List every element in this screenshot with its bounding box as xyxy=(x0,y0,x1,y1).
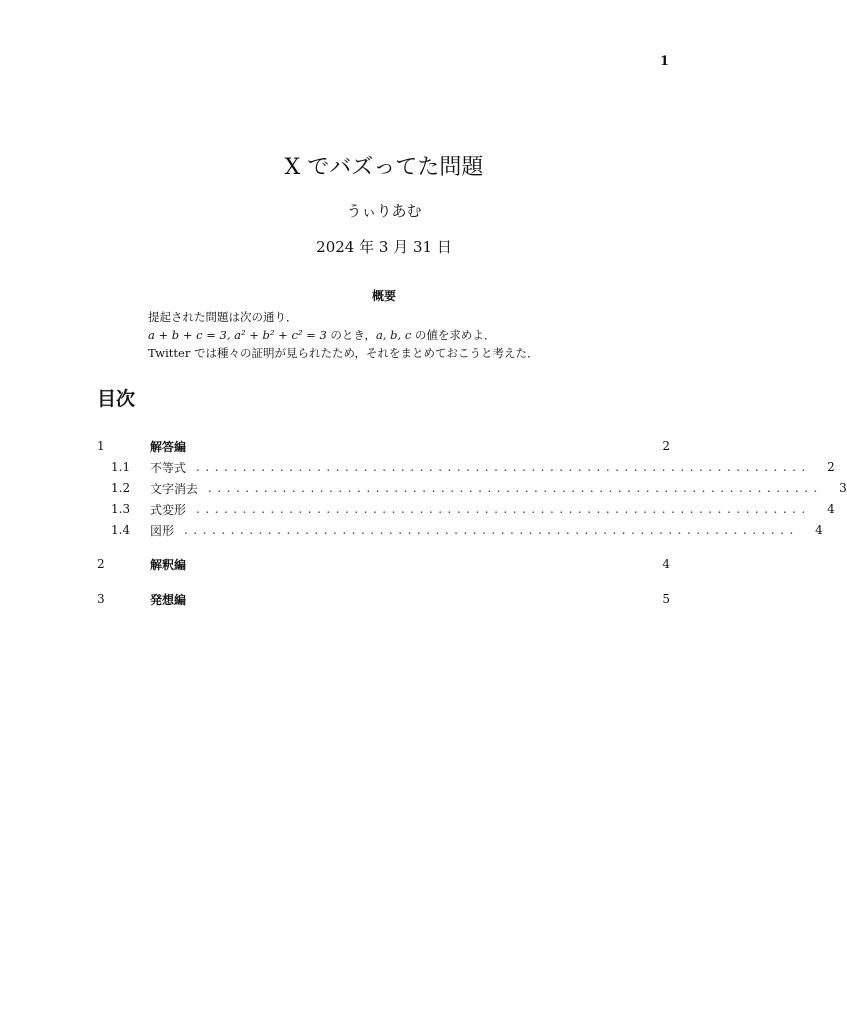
toc-entry-label[interactable]: 発想編 xyxy=(150,592,187,607)
toc-entry-number: 1.4 xyxy=(111,523,131,537)
toc-entry-label[interactable]: 不等式 xyxy=(150,460,187,475)
problem-variables: a, b, c xyxy=(375,328,412,342)
toc-entry-number: 1.1 xyxy=(111,460,131,474)
toc-entry-number: 1 xyxy=(97,439,105,453)
toc-leader-dots: .................................................................. xyxy=(208,481,823,495)
toc-leader-dots: .................................................................. xyxy=(196,460,811,474)
toc-entry-label[interactable]: 図形 xyxy=(150,523,175,538)
toc-entry-number: 3 xyxy=(97,592,105,606)
abstract-line-1: 提起された問題は次の通り． xyxy=(148,310,298,324)
abstract-line-2 xyxy=(148,326,628,344)
toc-entry-number: 1.3 xyxy=(111,502,131,516)
toc-entry-1-2[interactable] xyxy=(97,478,847,498)
abstract-heading: 概要 xyxy=(371,289,396,303)
toc-entry-label[interactable]: 文字消去 xyxy=(150,481,199,496)
toc-entry-3[interactable] xyxy=(97,589,670,609)
toc-entry-page[interactable]: 2 xyxy=(827,460,835,474)
toc-entry-1-3[interactable] xyxy=(97,499,835,519)
toc-entry-number: 1.2 xyxy=(111,481,131,495)
abstract xyxy=(148,308,628,362)
toc-entry-1-1[interactable] xyxy=(97,457,835,477)
author: うぃりあむ xyxy=(346,202,422,220)
toc-entry-page[interactable]: 3 xyxy=(839,481,847,495)
toc-entry-page[interactable]: 4 xyxy=(815,523,823,537)
toc-heading: 目次 xyxy=(97,388,136,410)
toc-entry-page[interactable]: 4 xyxy=(827,502,835,516)
problem-equation: a + b + c = 3, a² + b² + c² = 3 xyxy=(148,328,327,342)
toc-entry-page[interactable]: 2 xyxy=(662,439,670,453)
toc-entry-page[interactable]: 4 xyxy=(662,557,670,571)
problem-text: のとき， xyxy=(326,328,376,342)
abstract-line-3: Twitter では種々の証明が見られたため，それをまとめておこうと考えた． xyxy=(148,346,539,360)
toc-entry-label[interactable]: 解釈編 xyxy=(150,557,187,572)
toc-leader-dots: .................................................................. xyxy=(196,502,811,516)
toc-entry-number: 2 xyxy=(97,557,105,571)
toc-entry-label[interactable]: 式変形 xyxy=(150,502,187,517)
toc-entry-2[interactable] xyxy=(97,554,670,574)
toc-entry-1[interactable] xyxy=(97,436,670,456)
document-title: X でバズってた問題 xyxy=(284,155,484,180)
toc-leader-dots: .................................................................. xyxy=(184,523,799,537)
toc-entry-label[interactable]: 解答編 xyxy=(150,439,187,454)
problem-tail: の値を求めよ． xyxy=(411,328,496,342)
toc-entry-1-4[interactable] xyxy=(97,520,823,540)
date: 2024 年 3 月 31 日 xyxy=(316,238,452,256)
page-number: 1 xyxy=(659,54,669,69)
toc-entry-page[interactable]: 5 xyxy=(662,592,670,606)
